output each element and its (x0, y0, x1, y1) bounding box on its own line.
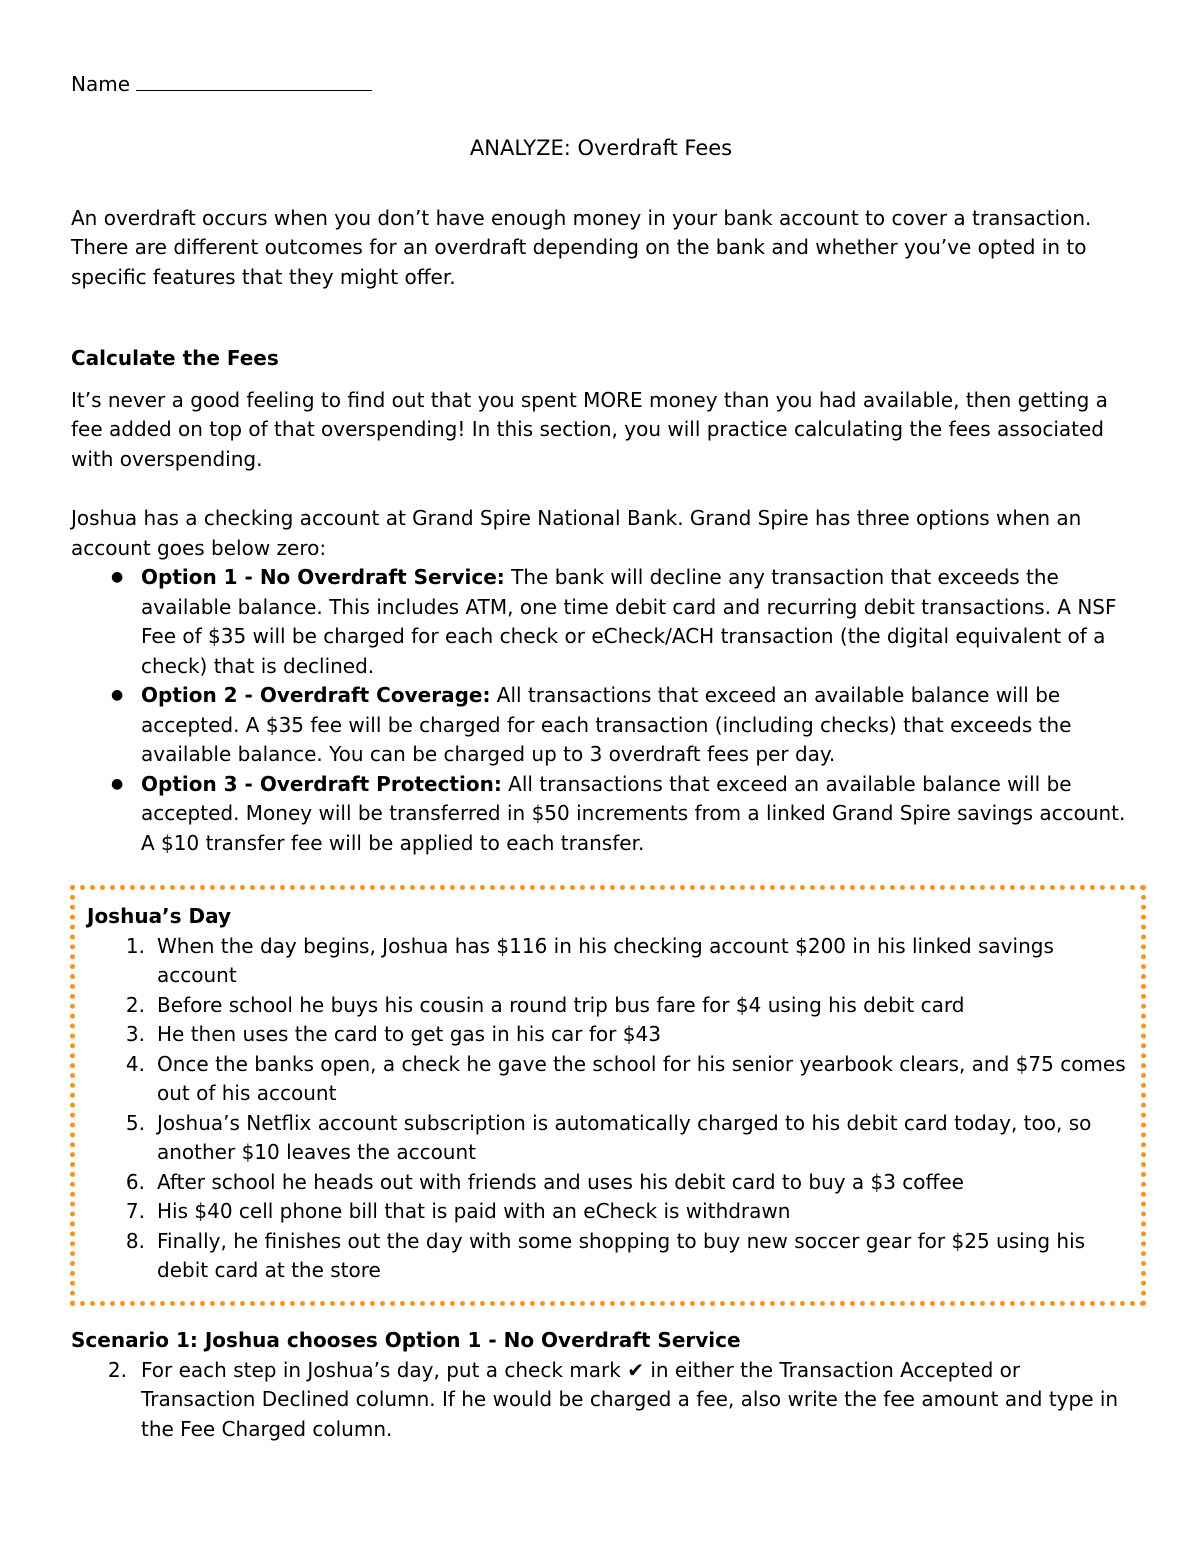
name-label: Name (71, 72, 131, 96)
step-text: His $40 cell phone bill that is paid with an eCheck is withdrawn (157, 1199, 791, 1223)
option-item (71, 681, 1131, 770)
name-blank-line[interactable] (136, 70, 372, 91)
item-number: 2. (107, 1357, 127, 1382)
list-item (85, 1168, 1131, 1198)
scenario-1-section (71, 1326, 1131, 1444)
bullet-icon: ● (111, 569, 124, 585)
intro-paragraph: An overdraft occurs when you don’t have enough money in your bank account to cover a transaction. There are different outcomes for an overdraft depending on the bank and whether you’ve opted in to specific features that they might offer. (71, 205, 1092, 289)
scenario-1-list (71, 1356, 1131, 1445)
list-item (85, 1227, 1131, 1286)
option-text: All transactions that exceed an available balance will be accepted. Money will be transferred in $50 increments from a linked Grand Spire savings account. A $10 transfer fee will be applied to each transfer. (141, 771, 1126, 855)
list-item (71, 1356, 1131, 1445)
calculate-paragraph-2: Joshua has a checking account at Grand Spire National Bank. Grand Spire has three options when an account goes below zero: (71, 506, 1082, 560)
option-label: Option 2 - Overdraft Coverage: (141, 683, 491, 707)
step-number: 3. (125, 1022, 145, 1046)
option-label: Option 3 - Overdraft Protection: (141, 771, 502, 796)
step-number: 8. (125, 1228, 145, 1253)
list-item (85, 1050, 1131, 1109)
list-item (85, 991, 1131, 1021)
step-text: He then uses the card to get gas in his car for $43 (157, 1022, 661, 1046)
option-item (71, 770, 1131, 859)
item-text: For each step in Joshua’s day, put a check mark ✔ in either the Transaction Accepted or Transaction Declined column. If he would be charged a fee, also write the fee amount and type in the Fee Charged column. (141, 1357, 1119, 1441)
list-item (85, 1109, 1131, 1168)
option-item (71, 563, 1131, 681)
step-text: Before school he buys his cousin a round trip bus fare for $4 using his debit card (157, 992, 965, 1017)
name-field-row (71, 70, 1131, 100)
step-text: Once the banks open, a check he gave the school for his senior yearbook clears, and $75 comes out of his account (157, 1051, 1126, 1105)
scenario-1-heading: Scenario 1: Joshua chooses Option 1 - No Overdraft Service (71, 1328, 741, 1352)
step-text: After school he heads out with friends and uses his debit card to buy a $3 coffee (157, 1169, 964, 1194)
bullet-icon: ● (111, 775, 124, 792)
step-number: 4. (125, 1051, 145, 1076)
step-text: Finally, he finishes out the day with some shopping to buy new soccer gear for $25 using his debit card at the store (157, 1228, 1086, 1282)
list-item (85, 1020, 1131, 1050)
option-label: Option 1 - No Overdraft Service: (141, 565, 505, 589)
calculate-paragraph-1: It’s never a good feeling to find out that you spent MORE money than you had available, then getting a fee added on top of that overspending! In this section, you will practice calculating the fees associated with overspending. (71, 387, 1108, 471)
step-number: 2. (125, 992, 145, 1017)
joshuas-day-box (70, 885, 1146, 1306)
step-number: 5. (125, 1110, 145, 1135)
list-item (85, 1197, 1131, 1227)
list-item (85, 932, 1131, 991)
calculate-heading: Calculate the Fees (71, 346, 279, 370)
joshuas-day-steps (85, 932, 1131, 1286)
option-text: The bank will decline any transaction that exceeds the available balance. This includes ATM, one time debit card and recurring debit transactions. A NSF Fee of $35 will be charged for each check or eCheck/ACH transaction (the digital equivalent of a check) that is declined. (141, 565, 1117, 678)
options-list (71, 563, 1131, 858)
step-number: 6. (125, 1169, 145, 1194)
step-text: Joshua’s Netflix account subscription is automatically charged to his debit card today, too, so another $10 leaves the account (157, 1110, 1092, 1164)
option-text: All transactions that exceed an available balance will be accepted. A $35 fee will be charged for each transaction (including checks) that exceeds the available balance. You can be charged up to 3 overdraft fees per day. (141, 683, 1072, 766)
joshuas-day-heading: Joshua’s Day (87, 904, 232, 928)
bullet-icon: ● (111, 687, 124, 703)
step-text: When the day begins, Joshua has $116 in his checking account $200 in his linked savings account (157, 933, 1054, 987)
page-title: ANALYZE: Overdraft Fees (469, 136, 733, 160)
document-page (71, 70, 1131, 858)
step-number: 7. (125, 1199, 145, 1223)
step-number: 1. (125, 933, 145, 958)
